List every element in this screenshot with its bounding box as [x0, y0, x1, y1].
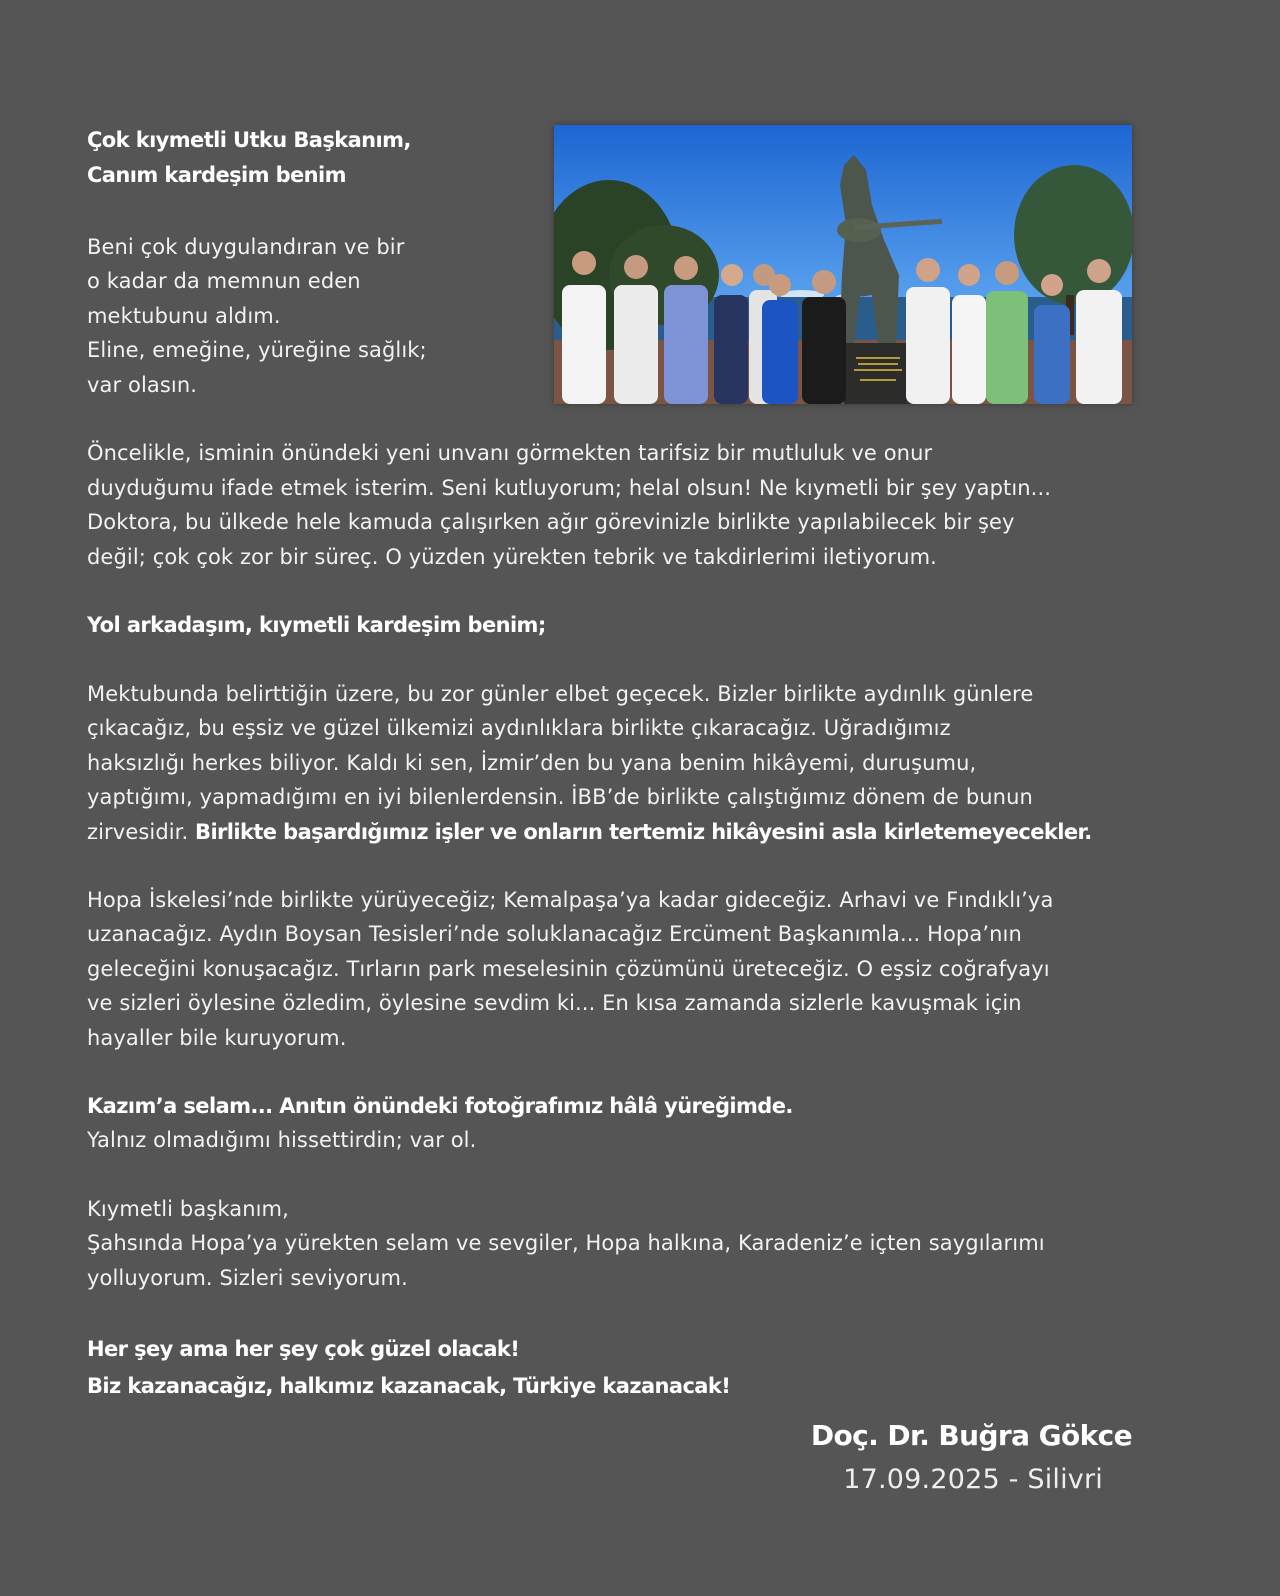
- paragraph-5-line: Şahsında Hopa’ya yürekten selam ve sevgiler, Hopa halkına, Karadeniz’e içten saygılarımı: [87, 1231, 1045, 1255]
- closing-line-1: Her şey ama her şey çok güzel olacak!: [87, 1337, 520, 1361]
- paragraph-2-line: çıkacağız, bu eşsiz ve güzel ülkemizi aydınlıklara birlikte çıkaracağız. Uğradığımız: [87, 716, 951, 740]
- intro-line: Beni çok duygulandıran ve bir: [87, 235, 405, 259]
- signature-date-place: 17.09.2025 - Silivri: [843, 1464, 1103, 1495]
- paragraph-2-emphasis: Birlikte başardığımız işler ve onların tertemiz hikâyesini asla kirletemeyecekler.: [195, 820, 1092, 844]
- paragraph-1-line: duyduğumu ifade etmek isterim. Seni kutluyorum; helal olsun! Ne kıymetli bir şey yaptın...: [87, 476, 1052, 500]
- paragraph-4-bold-line: Kazım’a selam... Anıtın önündeki fotoğrafımız hâlâ yüreğimde.: [87, 1094, 793, 1118]
- intro-line: o kadar da memnun eden: [87, 269, 361, 293]
- paragraph-4-line: Yalnız olmadığımı hissettirdin; var ol.: [87, 1128, 477, 1152]
- paragraph-2-line: Mektubunda belirttiğin üzere, bu zor günler elbet geçecek. Bizler birlikte aydınlık günlere: [87, 682, 1034, 706]
- paragraph-2-line: haksızlığı herkes biliyor. Kaldı ki sen, İzmir’den bu yana benim hikâyemi, duruşumu,: [87, 751, 977, 775]
- paragraph-3-line: ve sizleri öylesine özledim, öylesine sevdim ki... En kısa zamanda sizlerle kavuşmak için: [87, 991, 1022, 1015]
- group-photo-illustration: [554, 125, 1132, 404]
- paragraph-3-line: hayaller bile kuruyorum.: [87, 1026, 347, 1050]
- intro-line: Eline, emeğine, yüreğine sağlık;: [87, 338, 427, 362]
- paragraph-2-line: yaptığımı, yapmadığımı en iyi bilenlerdensin. İBB’de birlikte çalıştığımız dönem de bunun: [87, 785, 1033, 809]
- salutation-line-2: Canım kardeşim benim: [87, 163, 346, 187]
- closing-line-2: Biz kazanacağız, halkımız kazanacak, Türkiye kazanacak!: [87, 1374, 731, 1398]
- group-photo: [554, 125, 1132, 404]
- paragraph-1-line: Öncelikle, isminin önündeki yeni unvanı görmekten tarifsiz bir mutluluk ve onur: [87, 441, 933, 465]
- paragraph-2-last-line: [87, 817, 1092, 847]
- section-heading: Yol arkadaşım, kıymetli kardeşim benim;: [87, 613, 546, 637]
- paragraph-1-line: değil; çok çok zor bir süreç. O yüzden yürekten tebrik ve takdirlerimi iletiyorum.: [87, 545, 937, 569]
- paragraph-5-line: Kıymetli başkanım,: [87, 1197, 289, 1221]
- paragraph-5-line: yolluyorum. Sizleri seviyorum.: [87, 1266, 408, 1290]
- salutation-line-1: Çok kıymetli Utku Başkanım,: [87, 128, 411, 152]
- signature-name: Doç. Dr. Buğra Gökce: [810, 1419, 1132, 1452]
- paragraph-3-line: uzanacağız. Aydın Boysan Tesisleri’nde soluklanacağız Ercüment Başkanımla... Hopa’nın: [87, 922, 1022, 946]
- paragraph-2-regular-text: zirvesidir.: [87, 820, 189, 844]
- intro-line: mektubunu aldım.: [87, 304, 281, 328]
- paragraph-1-line: Doktora, bu ülkede hele kamuda çalışırken ağır görevinizle birlikte yapılabilecek bir şey: [87, 510, 1015, 534]
- paragraph-3-line: Hopa İskelesi’nde birlikte yürüyeceğiz; Kemalpaşa’ya kadar gideceğiz. Arhavi ve Fındıklı’ya: [87, 888, 1054, 912]
- paragraph-3-line: geleceğini konuşacağız. Tırların park meselesinin çözümünü üreteceğiz. O eşsiz coğrafyayı: [87, 957, 1050, 981]
- intro-line: var olasın.: [87, 373, 198, 397]
